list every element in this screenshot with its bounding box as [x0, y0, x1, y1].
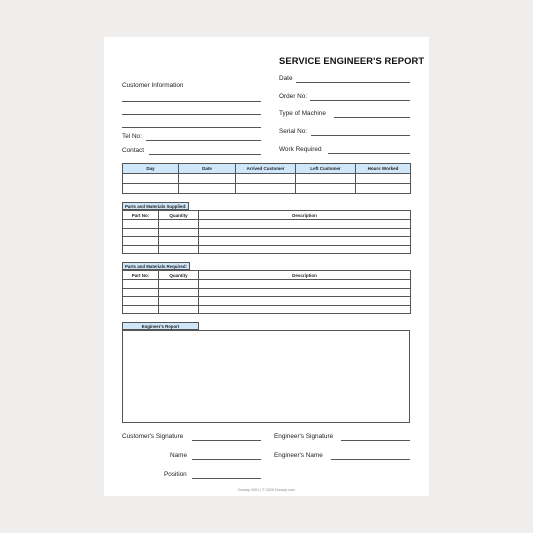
footer-text: Docsep 0001 | © 2025 Docsep.com	[238, 488, 295, 492]
table-row[interactable]	[123, 237, 411, 246]
parts-required-tag: Parts and Materials Required:	[122, 262, 190, 270]
col-quantity: Quantity	[159, 271, 199, 280]
table-row[interactable]	[123, 305, 411, 314]
engineers-report-box[interactable]	[122, 330, 410, 423]
visits-table	[122, 163, 411, 194]
type-of-machine-field[interactable]	[334, 117, 410, 118]
engineer-signature-label: Engineer's Signature	[274, 433, 334, 440]
col-description: Description	[199, 271, 411, 280]
date-label: Date	[279, 75, 293, 82]
customer-signature-field[interactable]	[192, 440, 261, 441]
customer-line-3[interactable]	[122, 127, 261, 128]
position-field[interactable]	[192, 478, 261, 479]
col-day: Day	[123, 164, 179, 174]
table-row[interactable]	[123, 184, 411, 194]
col-description: Description	[199, 211, 411, 220]
parts-required-header-row	[123, 271, 411, 280]
table-row[interactable]	[123, 280, 411, 289]
visits-header-row	[123, 164, 411, 174]
engineer-name-field[interactable]	[331, 459, 410, 460]
parts-required-table	[122, 270, 411, 314]
table-row[interactable]	[123, 245, 411, 254]
table-row[interactable]	[123, 228, 411, 237]
parts-supplied-tag: Parts and Materials Supplied:	[122, 202, 189, 210]
customer-line-2[interactable]	[122, 114, 261, 115]
tel-no-label: Tel No:	[122, 133, 142, 140]
table-row[interactable]	[123, 220, 411, 229]
engineer-name-label: Engineer's Name	[274, 452, 323, 459]
customer-info-heading: Customer Information	[122, 82, 184, 89]
contact-field[interactable]	[149, 154, 261, 155]
col-date: Date	[179, 164, 236, 174]
col-quantity: Quantity	[159, 211, 199, 220]
serial-no-field[interactable]	[311, 135, 410, 136]
name-label: Name	[170, 452, 188, 459]
customer-line-1[interactable]	[122, 101, 261, 102]
tel-no-field[interactable]	[146, 140, 261, 141]
parts-supplied-header-row	[123, 211, 411, 220]
col-arrived-customer: Arrived Customer	[236, 164, 296, 174]
position-label: Position	[164, 471, 187, 478]
col-left-customer: Left Customer	[296, 164, 356, 174]
col-hours-worked: Hours Worked	[356, 164, 411, 174]
type-of-machine-label: Type of Machine	[279, 110, 326, 117]
col-part-no: Part No:	[123, 271, 159, 280]
order-no-label: Order No:	[279, 93, 308, 100]
page-title: SERVICE ENGINEER'S REPORT	[279, 55, 425, 66]
table-row[interactable]	[123, 288, 411, 297]
contact-label: Contact	[122, 147, 145, 154]
name-field[interactable]	[192, 459, 261, 460]
work-required-label: Work Required	[279, 146, 322, 153]
customer-signature-label: Customer's Signature	[122, 433, 184, 440]
date-field[interactable]	[296, 82, 410, 83]
col-part-no: Part No:	[123, 211, 159, 220]
serial-no-label: Serial No:	[279, 128, 308, 135]
parts-supplied-table	[122, 210, 411, 254]
engineer-signature-field[interactable]	[341, 440, 410, 441]
order-no-field[interactable]	[310, 100, 410, 101]
work-required-field[interactable]	[328, 153, 410, 154]
table-row[interactable]	[123, 174, 411, 184]
report-sheet	[104, 37, 429, 496]
engineers-report-tag: Engineer's Report	[122, 322, 199, 330]
table-row[interactable]	[123, 297, 411, 306]
